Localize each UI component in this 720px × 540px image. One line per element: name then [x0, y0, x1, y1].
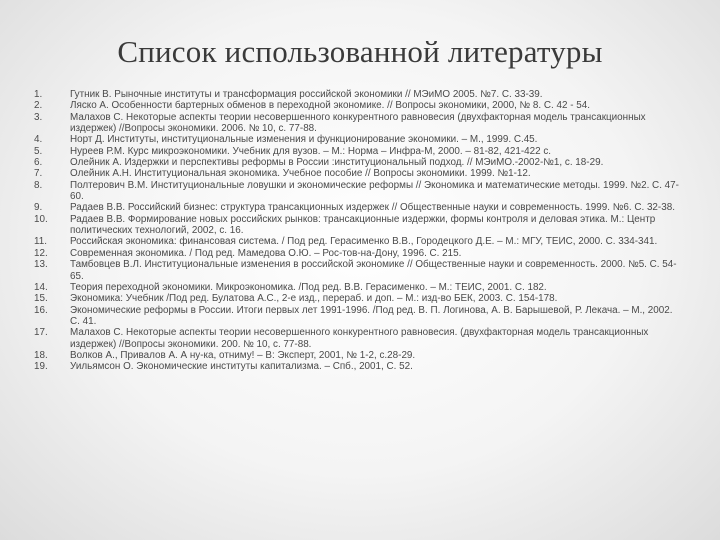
reference-item	[34, 112, 682, 135]
reference-item	[34, 89, 682, 100]
reference-item	[34, 146, 682, 157]
reference-text: Олейник А. Издержки и перспективы реформы в России :институциональный подход. // МЭиМО.-2002-№1, с. 18-29.	[70, 157, 604, 169]
reference-text: Полтерович В.М. Институциональные ловушки и экономические реформы // Экономика и математические методы. 1999. №2. С. 47-60.	[70, 179, 679, 203]
reference-text: Уильямсон О. Экономические институты капитализма. – Спб., 2001, С. 52.	[70, 361, 413, 373]
reference-number: 18.	[34, 349, 48, 361]
reference-text: Малахов С. Некоторые аспекты теории несовершенного конкурентного равновесия (двухфакторная модель трансакционных издержек) //Вопросы экономики. 2006. № 10, с. 77-88.	[70, 111, 646, 135]
reference-item	[34, 259, 682, 282]
reference-number: 6.	[34, 157, 43, 169]
reference-list	[34, 89, 682, 373]
reference-item	[34, 327, 682, 350]
reference-number: 8.	[34, 179, 43, 191]
reference-number: 17.	[34, 327, 48, 339]
reference-text: Малахов С. Некоторые аспекты теории несовершенного конкурентного равновесия. (двухфакторная модель трансакционных издержек) //Вопросы экономики. 200. № 10, с. 77-88.	[70, 327, 649, 350]
reference-item	[34, 293, 682, 304]
reference-item	[34, 248, 682, 259]
reference-text: Норт Д. Институты, институциональные изменения и функционирование экономики. – М., 1999. С.45.	[70, 134, 538, 146]
reference-number: 9.	[34, 202, 43, 214]
reference-item	[34, 134, 682, 145]
reference-item	[34, 214, 682, 237]
reference-item	[34, 305, 682, 328]
reference-number: 5.	[34, 145, 43, 157]
reference-item	[34, 157, 682, 168]
reference-item	[34, 350, 682, 361]
reference-number: 13.	[34, 259, 48, 271]
reference-number: 1.	[34, 89, 43, 100]
reference-number: 2.	[34, 100, 43, 112]
reference-text: Волков А., Привалов А. А ну-ка, отниму! – В: Эксперт, 2001, № 1-2, с.28-29.	[70, 349, 416, 361]
reference-item	[34, 361, 682, 372]
reference-number: 15.	[34, 293, 48, 305]
reference-number: 11.	[34, 236, 47, 248]
reference-text: Олейник А.Н. Институциональная экономика. Учебное пособие // Вопросы экономики. 1999. №1-12.	[70, 168, 531, 180]
reference-text: Радаев В.В. Российский бизнес: структура трансакционных издержек // Общественные науки и современность. 1999. №6. С. 32-38.	[70, 202, 675, 214]
reference-text: Гутник В. Рыночные институты и трансформация российской экономики // МЭиМО 2005. №7. С. 33-39.	[70, 89, 543, 100]
reference-item	[34, 282, 682, 293]
reference-text: Экономические реформы в России. Итоги первых лет 1991-1996. /Под ред. В. П. Логинова, А. В. Барышевой, Р. Лекача. – М., 2002. С. 41.	[70, 304, 673, 327]
reference-text: Экономика: Учебник /Под ред. Булатова А.С., 2-е изд., перераб. и доп. – М.: изд-во БЕК, 2003. С. 154-178.	[70, 293, 558, 305]
reference-number: 4.	[34, 134, 43, 146]
reference-text: Современная экономика. / Под ред. Мамедова О.Ю. – Рос-тов-на-Дону, 1996. С. 215.	[70, 247, 462, 259]
reference-item	[34, 236, 682, 247]
reference-item	[34, 202, 682, 213]
reference-number: 7.	[34, 168, 43, 180]
reference-text: Тамбовцев В.Л. Институциональные изменения в российской экономике // Общественные науки и современность. 2000. №5. С. 54-65.	[70, 259, 677, 282]
reference-text: Радаев В.В. Формирование новых российских рынков: трансакционные издержки, формы контроля и деловая этика. М.: Центр политических технологий, 2002, с. 16.	[70, 213, 656, 237]
reference-item	[34, 180, 682, 203]
reference-item	[34, 168, 682, 179]
reference-number: 14.	[34, 281, 48, 293]
reference-text: Ляско А. Особенности бартерных обменов в переходной экономике. // Вопросы экономики, 2000, № 8. С. 42 - 54.	[70, 100, 590, 112]
reference-number: 10.	[34, 213, 48, 225]
reference-number: 12.	[34, 247, 48, 259]
reference-text: Нуреев Р.М. Курс микроэкономики. Учебник для вузов. – М.: Норма – Инфра-М, 2000. – 81-82, 421-422 с.	[70, 145, 552, 157]
reference-item	[34, 100, 682, 111]
reference-number: 16.	[34, 304, 48, 316]
slide-title: Список использованной литературы	[117, 34, 603, 69]
reference-text: Теория переходной экономики. Микроэкономика. /Под ред. В.В. Герасименко. – М.: ТЕИС, 2001. С. 182.	[70, 281, 547, 293]
reference-number: 19.	[34, 361, 48, 373]
reference-number: 3.	[34, 111, 43, 123]
reference-text: Российская экономика: финансовая система. / Под ред. Герасименко В.В., Городецкого Д.Е. – М.: МГУ, ТЕИС, 2000. С. 334-341.	[70, 236, 658, 248]
